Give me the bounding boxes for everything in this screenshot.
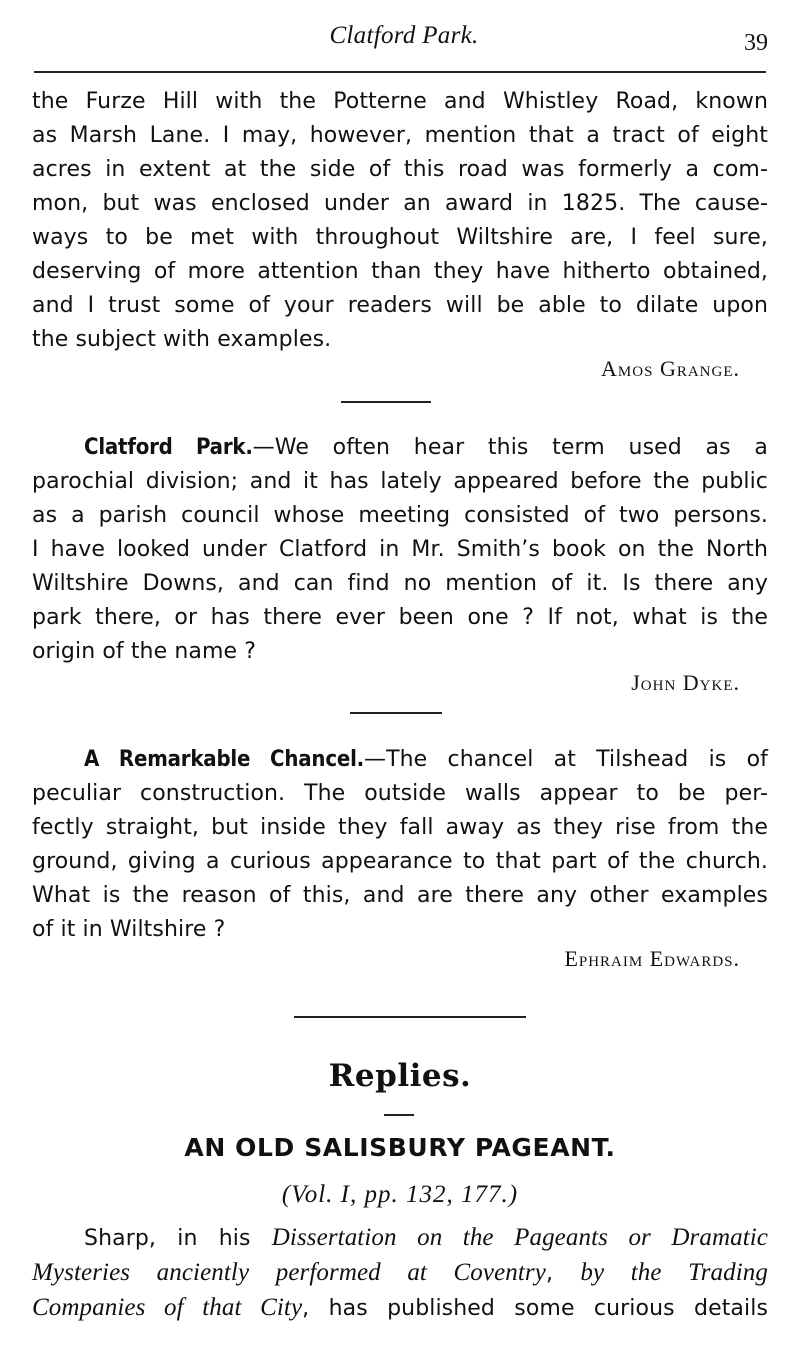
entry-first-line-text: —The chancel at Tilshead is of: [363, 747, 768, 772]
signature-amos-grange: Amos Grange.: [601, 356, 740, 381]
page-number: 39: [744, 30, 768, 56]
letter-clatford-park: [32, 431, 768, 669]
text-line: acres in extent at the side of this road was formerly a com-: [32, 157, 768, 182]
volume-reference: (Vol. I, pp. 132, 177.): [281, 1181, 519, 1208]
italic-title-run: Companies of that City: [32, 1294, 303, 1321]
page-header: [34, 18, 774, 62]
section-separator-rule: [294, 1016, 526, 1018]
text-line: I have looked under Clatford in Mr. Smith’s book on the North: [32, 537, 768, 562]
text-line: What is the reason of this, and are there any other examples: [32, 883, 768, 908]
letter-amos-grange: [32, 85, 768, 357]
replies-section-heading: Replies.: [328, 1058, 472, 1094]
italic-title-run: Mysteries anciently performed at Coventry: [32, 1259, 546, 1286]
text-run: Sharp, in his: [84, 1226, 272, 1251]
italic-title-run: Dissertation on the Pageants or Dramatic: [271, 1224, 768, 1251]
text-line: peculiar construction. The outside walls appear to be per-: [32, 781, 768, 806]
entry-first-line-text: —We often hear this term used as a: [252, 435, 768, 460]
text-line: the subject with examples.: [32, 327, 332, 352]
text-line: the Furze Hill with the Potterne and Whistley Road, known: [32, 89, 768, 114]
short-rule: [384, 1114, 414, 1116]
text-line: origin of the name ?: [32, 639, 256, 664]
text-run: ,: [545, 1261, 581, 1286]
running-title: Clatford Park.: [329, 22, 479, 49]
article-title: AN OLD SALISBURY PAGEANT.: [184, 1133, 616, 1162]
text-line: ground, giving a curious appearance to that part of the church.: [32, 849, 768, 874]
text-line: deserving of more attention than they have hitherto obtained,: [32, 259, 768, 284]
text-line: [32, 1256, 768, 1291]
text-line: as a parish council whose meeting consisted of two persons.: [32, 503, 768, 528]
text-line: mon, but was enclosed under an award in 1825. The cause-: [32, 191, 768, 216]
text-line: [32, 1291, 768, 1326]
separator-rule: [341, 401, 431, 403]
text-line: fectly straight, but inside they fall away as they rise from the: [32, 815, 768, 840]
separator-rule: [350, 712, 442, 714]
entry-heading: A Remarkable Chancel.: [84, 747, 364, 772]
reply-body: [32, 1221, 768, 1326]
text-line: [32, 431, 768, 465]
text-line: ways to be met with throughout Wiltshire are, I feel sure,: [32, 225, 768, 250]
letter-remarkable-chancel: [32, 743, 768, 947]
header-rule: [34, 71, 766, 73]
signature-ephraim-edwards: Ephraim Edwards.: [564, 946, 740, 971]
text-line: [32, 743, 768, 777]
entry-heading: Clatford Park.: [84, 435, 253, 460]
text-run: , has published some curious details: [302, 1296, 769, 1321]
text-line: as Marsh Lane. I may, however, mention that a tract of eight: [32, 123, 768, 148]
signature-john-dyke: John Dyke.: [631, 670, 740, 695]
text-line: park there, or has there ever been one ? If not, what is the: [32, 605, 768, 630]
text-line: [32, 1221, 768, 1256]
text-line: parochial division; and it has lately appeared before the public: [32, 469, 768, 494]
text-line: and I trust some of your readers will be able to dilate upon: [32, 293, 768, 318]
text-line: of it in Wiltshire ?: [32, 917, 226, 942]
text-line: Wiltshire Downs, and can find no mention of it. Is there any: [32, 571, 768, 596]
italic-title-run: by the Trading: [580, 1259, 768, 1286]
